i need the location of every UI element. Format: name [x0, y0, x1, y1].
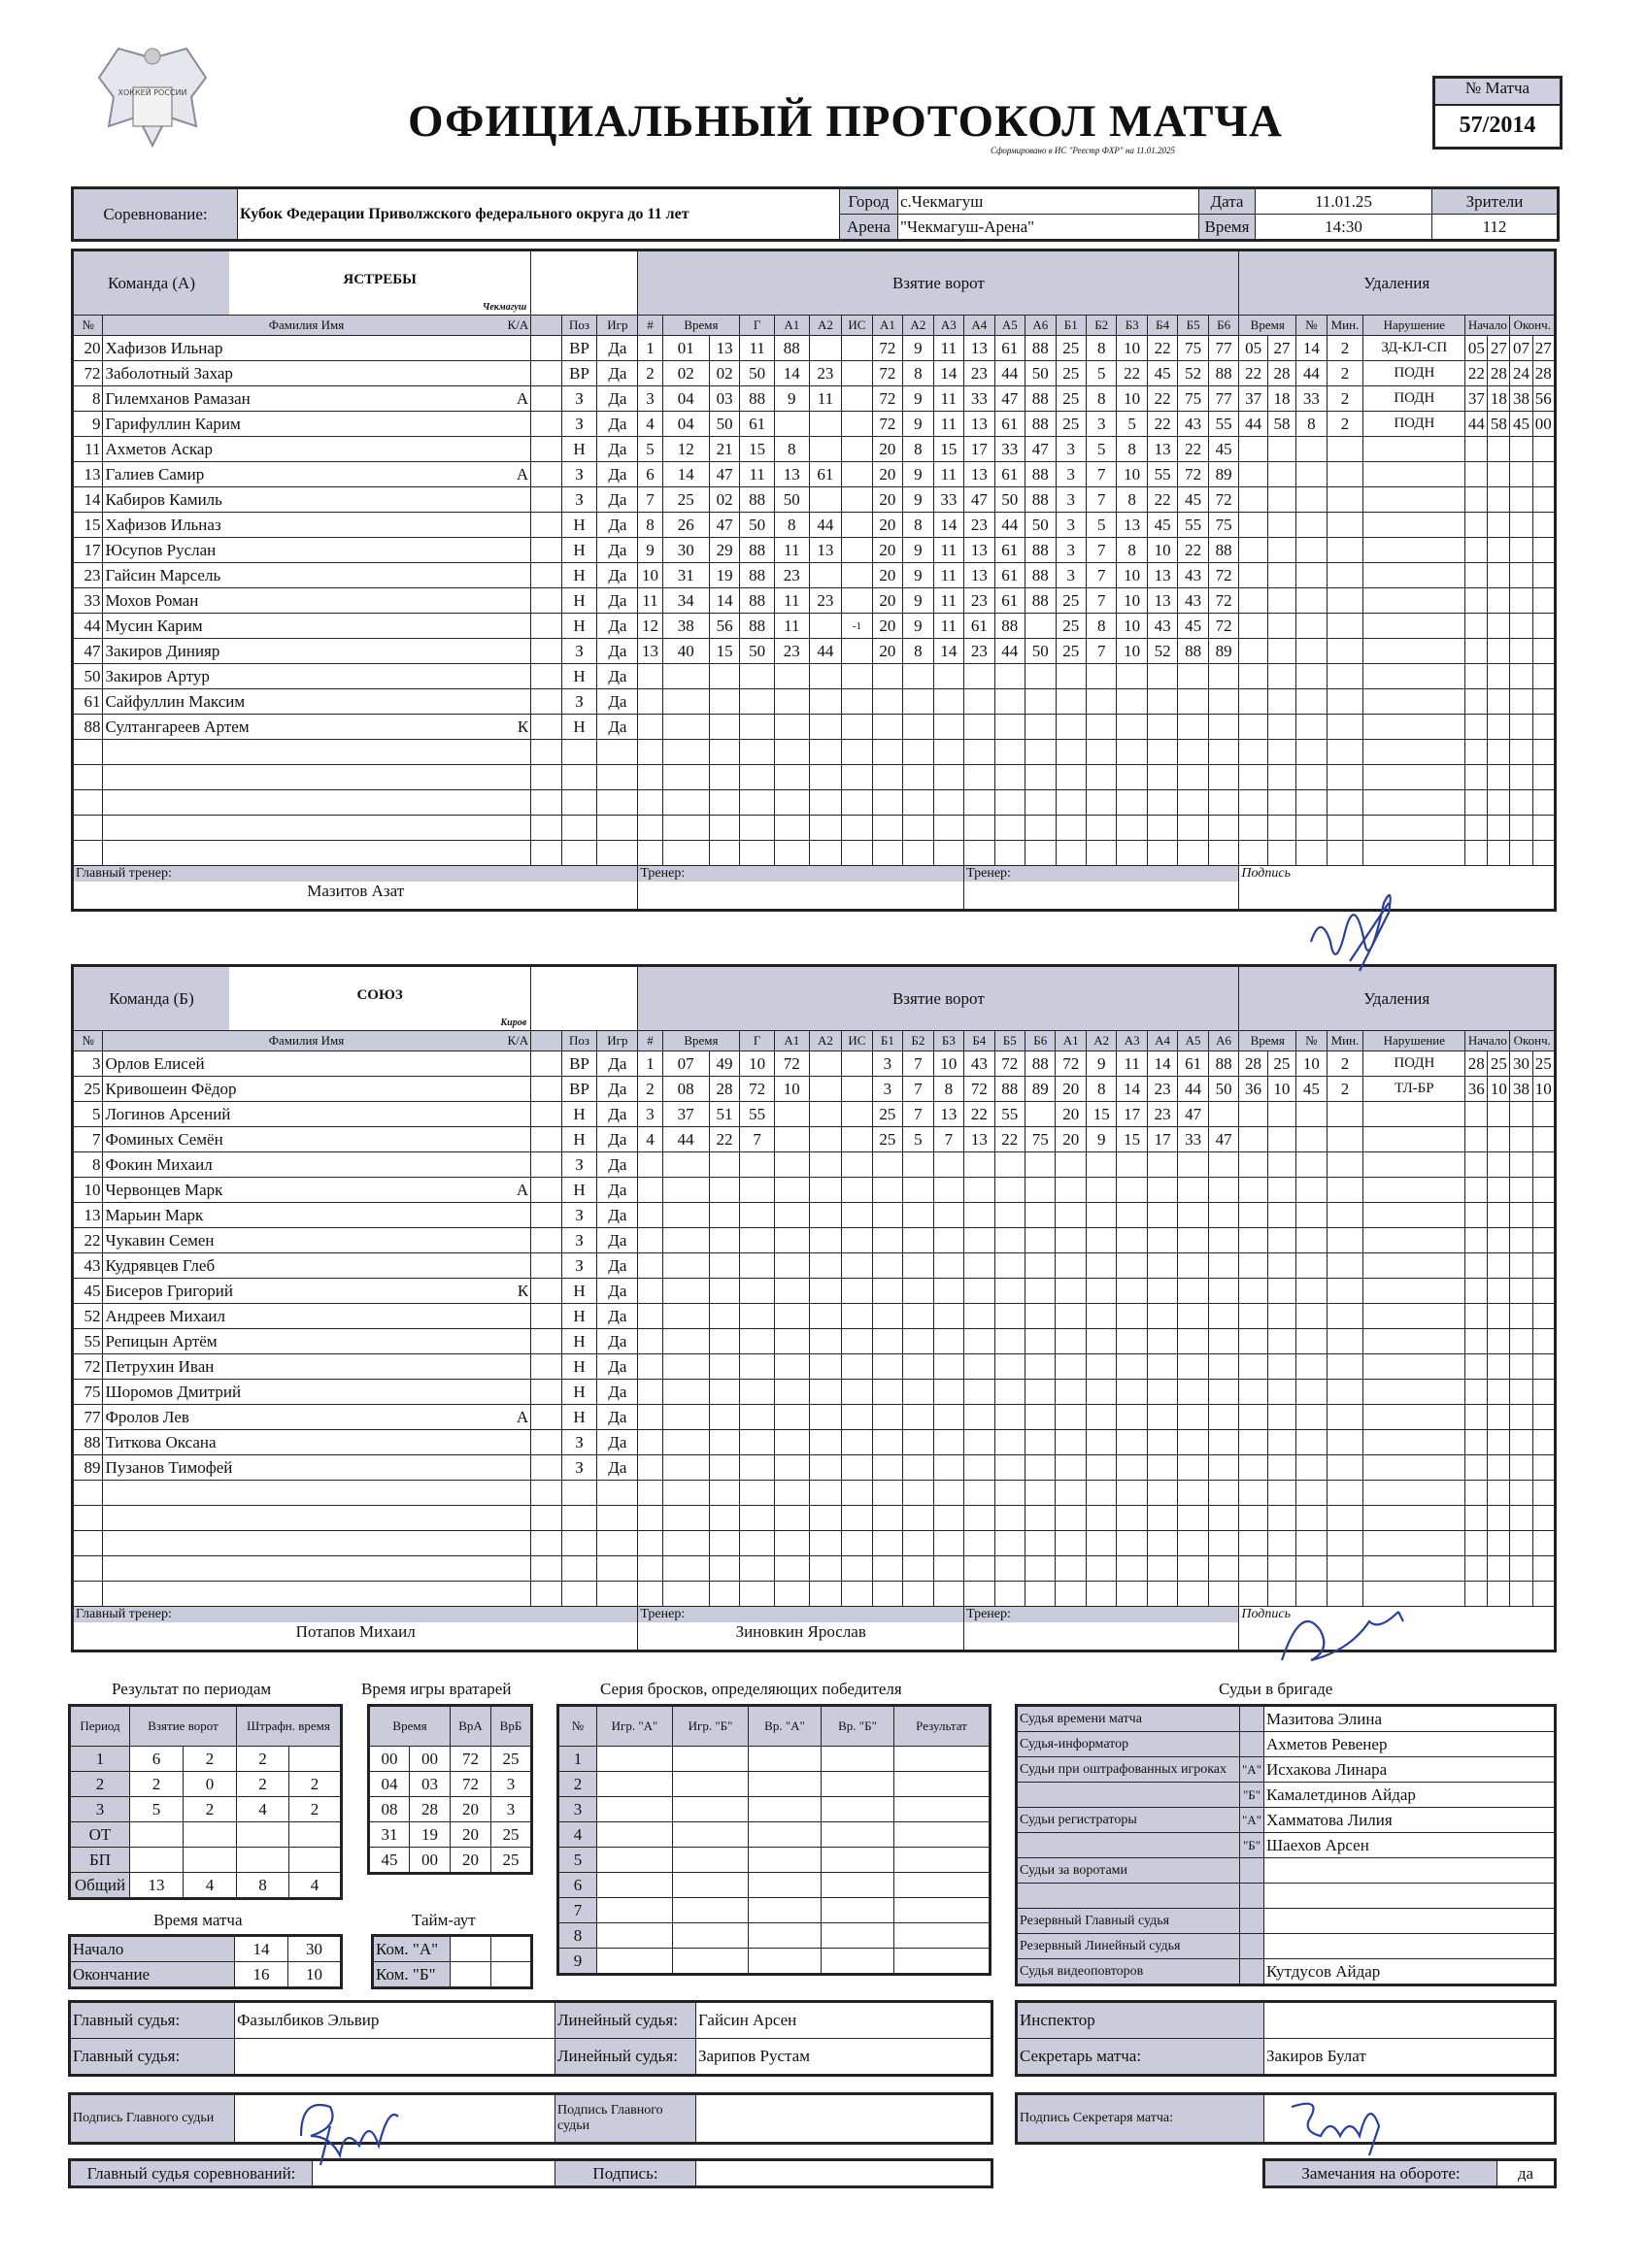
fhr-logo — [80, 39, 225, 165]
table-row — [73, 765, 1556, 790]
table-row: 10 А Червонцев Марк Н Да — [73, 1178, 1556, 1203]
inspector-table: Инспектор Секретарь матча: Закиров Булат — [1015, 2000, 1557, 2077]
table-row: 15 Хафизов Ильназ Н Да 8 26 47 50 8 44 20 8 14 23 44 50 3 5 13 45 55 75 — [73, 513, 1556, 538]
table-row: 8 Фокин Михаил З Да — [73, 1152, 1556, 1178]
table-row — [73, 1506, 1556, 1531]
periods-title: Результат по периодам — [112, 1680, 272, 1698]
table-row — [73, 1531, 1556, 1556]
table-row — [73, 841, 1556, 866]
generated-note: Сформировано в ИС "Реестр ФХР" на 11.01.2025 — [991, 146, 1175, 155]
remarks-table: Замечания на обороте: да — [1262, 2158, 1557, 2188]
goalies-title: Время игры вратарей — [361, 1680, 512, 1698]
timeout-title: Тайм-аут — [412, 1911, 476, 1929]
match-info: Соревнование: Кубок Федерации Приволжского федерального округа до 11 лет Город с.Чекмагуш Дата 11.01.25 Зрители Арена "Чекмагуш-Арена" Время 14:30 112 — [71, 186, 1560, 242]
goalies-table: Время ВрА ВрБ 00 00 72 25 04 03 72 3 08 28 20 3 31 19 20 25 45 00 20 25 — [367, 1704, 533, 1875]
timeout-table: Ком. "А" Ком. "Б" — [371, 1934, 533, 1989]
table-row: 11 Ахметов Аскар Н Да 5 12 21 15 8 20 8 15 17 33 47 3 5 8 13 22 45 — [73, 437, 1556, 462]
table-row — [73, 790, 1556, 816]
coach-a-signature — [1292, 884, 1428, 1010]
table-row: 14 Кабиров Камиль З Да 7 25 02 88 50 20 9 33 47 50 88 3 7 8 22 45 72 — [73, 487, 1556, 513]
signatures-table: Подпись Главного судьи Подпись Главного судьи — [68, 2092, 993, 2145]
table-row: 55 Репицын Артём Н Да — [73, 1329, 1556, 1354]
teamA-coach: Мазитов Азат — [307, 882, 405, 900]
table-row: 3 Орлов Елисей ВР Да 1 07 49 10 72 3 7 10 43 72 88 72 9 11 14 61 88 28 25 10 2 ПОДН 28 25 30 25 — [73, 1051, 1556, 1077]
table-row: 88 Титкова Оксана З Да — [73, 1430, 1556, 1455]
officials-table: Главный судья: Фазылбиков Эльвир Линейный судья: Гайсин Арсен Главный судья: Линейный судья: Зарипов Рустам — [68, 2000, 993, 2077]
periods-table: Период Взятие ворот Штрафн. время 1 6 2 2 2 2 0 2 2 3 5 2 4 2 ОТ БП Общий 13 4 8 4 — [68, 1704, 343, 1900]
teamA-name: ЯСТРЕБЫ — [343, 272, 417, 287]
table-row: 50 Закиров Артур Н Да — [73, 664, 1556, 689]
page-title: ОФИЦИАЛЬНЫЙ ПРОТОКОЛ МАТЧА — [408, 96, 1283, 147]
teamB-roster-table: Команда (Б) СОЮЗ Киров Взятие ворот Удаления № К/А Фамилия Имя Поз Игр # Время Г А1 А2 ИС Б1 Б2 Б3 Б4 Б5 Б6 А1 А2 А3 А4 А5 А6 Время № Мин. Нарушение Начало Оконч. 3 Орлов Елисей ВР Да 1 07 49 10 72 3 7 10 43 72 88 72 9 11 14 61 88 28 25 10 2 ПОДН 28 25 30 25 25 Кривошеин Фёдор ВР Да 2 08 28 72 10 3 7 8 72 88 89 20 8 14 23 44 50 36 10 45 2 ТЛ-БР 36 10 38 10 5 Логинов Арсений Н Да 3 37 51 55 25 7 13 22 55 20 15 17 23 47 7 Фоминых Семён Н Да 4 44 22 7 25 5 7 13 22 75 20 9 15 17 33 47 8 Фокин Михаил З Да 10 А Червонцев Марк Н Да 13 Марьин Марк З Да 22 Чукавин Семен З Да 43 Кудрявцев Глеб З Да 45 К Бисеров Григорий Н Да 52 Андреев Михаил Н Да 55 Репицын Артём Н Да 72 Петрухин Иван Н Да 75 Шоромов Дмитрий Н Да 77 А Фролов Лев Н Да 88 Титкова Оксана З Да 89 Пузанов Тимофей З Да Главный тренер: Потапов Михаил Тренер: Зиновкин Ярослав Тренер: Подпись — [71, 964, 1557, 1652]
table-row: 23 Гайсин Марсель Н Да 10 31 19 88 23 20 9 11 13 61 88 3 7 10 13 43 72 — [73, 563, 1556, 588]
match-time-title: Время матча — [153, 1911, 243, 1929]
table-row — [73, 740, 1556, 765]
coach-b-signature — [1262, 1592, 1457, 1680]
table-row: 43 Кудрявцев Глеб З Да — [73, 1253, 1556, 1279]
table-row: 8 А Гилемханов Рамазан З Да 3 04 03 88 9 11 72 9 11 33 47 88 25 8 10 22 75 77 37 18 33 2 ПОДН 37 18 38 56 — [73, 386, 1556, 412]
table-row: 5 Логинов Арсений Н Да 3 37 51 55 25 7 13 22 55 20 15 17 23 47 — [73, 1102, 1556, 1127]
team-a-section — [71, 249, 1557, 912]
svg-text:ХОККЕЙ РОССИИ: ХОККЕЙ РОССИИ — [118, 88, 187, 97]
table-row: 44 Мусин Карим Н Да 12 38 56 88 11 -1 20 9 11 61 88 25 8 10 43 45 72 — [73, 614, 1556, 639]
table-row: 7 Фоминых Семён Н Да 4 44 22 7 25 5 7 13 22 75 20 9 15 17 33 47 — [73, 1127, 1556, 1152]
table-row: 89 Пузанов Тимофей З Да — [73, 1455, 1556, 1481]
match-number: 57/2014 — [1459, 113, 1536, 138]
shootout-title: Серия бросков, определяющих победителя — [600, 1680, 902, 1698]
secretary-sign-table: Подпись Секретаря матча: — [1015, 2092, 1557, 2145]
table-row: 13 Марьин Марк З Да — [73, 1203, 1556, 1228]
table-row — [73, 816, 1556, 841]
table-row: 22 Чукавин Семен З Да — [73, 1228, 1556, 1253]
table-row — [73, 1556, 1556, 1582]
table-row: 9 Гарифуллин Карим З Да 4 04 50 61 72 9 11 13 61 88 25 3 5 22 43 55 44 58 8 2 ПОДН 44 58 45 00 — [73, 412, 1556, 437]
table-row: 33 Мохов Роман Н Да 11 34 14 88 11 23 20 9 11 23 61 88 25 7 10 13 43 72 — [73, 588, 1556, 614]
table-row: 45 К Бисеров Григорий Н Да — [73, 1279, 1556, 1304]
table-row: 25 Кривошеин Фёдор ВР Да 2 08 28 72 10 3 7 8 72 88 89 20 8 14 23 44 50 36 10 45 2 ТЛ-БР 36 10 38 10 — [73, 1077, 1556, 1102]
teamB-name: СОЮЗ — [356, 987, 403, 1003]
table-row: 61 Сайфуллин Максим З Да — [73, 689, 1556, 715]
match-number-box: № Матча 57/2014 — [1432, 76, 1563, 150]
teamB-coach: Потапов Михаил — [295, 1622, 416, 1641]
table-row: 77 А Фролов Лев Н Да — [73, 1405, 1556, 1430]
table-row: 20 Хафизов Ильнар ВР Да 1 01 13 11 88 72 9 11 13 61 88 25 8 10 22 75 77 05 27 14 2 ЗД-КЛ-СП 05 27 07 27 — [73, 336, 1556, 361]
match-time-table: Начало 14 30 Окончание 16 10 — [68, 1934, 343, 1989]
table-row: 52 Андреев Михаил Н Да — [73, 1304, 1556, 1329]
chief-judge-table: Главный судья соревнований: Подпись: — [68, 2158, 993, 2188]
team-b-section — [71, 964, 1557, 1652]
table-row: 72 Петрухин Иван Н Да — [73, 1354, 1556, 1380]
teamA-roster-table: Команда (А) ЯСТРЕБЫ Чекмагуш Взятие ворот Удаления № К/А Фамилия Имя Поз Игр # Время Г А1 А2 ИС А1 А2 А3 А4 А5 А6 Б1 Б2 Б3 Б4 Б5 Б6 Время № Мин. Нарушение Начало Оконч. 20 Хафизов Ильнар ВР Да 1 01 13 11 88 72 9 11 13 61 88 25 8 10 22 75 77 05 27 14 2 ЗД-КЛ-СП 05 27 07 27 72 Заболотный Захар ВР Да 2 02 02 50 14 23 72 8 14 23 44 50 25 5 22 45 52 88 22 28 44 2 ПОДН 22 28 24 28 8 А Гилемханов Рамазан З Да 3 04 03 88 9 11 72 9 11 33 47 88 25 8 10 22 75 77 37 18 33 2 ПОДН 37 18 38 56 9 Гарифуллин Карим З Да 4 04 50 61 72 9 11 13 61 88 25 3 5 22 43 55 44 58 8 2 ПОДН 44 58 45 00 11 Ахметов Аскар Н Да 5 12 21 15 8 20 8 15 17 33 47 3 5 8 13 22 45 13 А Галиев Самир З Да 6 14 47 11 13 61 20 9 11 13 61 88 3 7 10 55 72 89 14 Кабиров Камиль З Да 7 25 02 88 50 20 9 33 47 50 88 3 7 8 22 45 72 15 Хафизов Ильназ Н Да 8 26 47 50 8 44 20 8 14 23 44 50 3 5 13 45 55 75 17 Юсупов Руслан Н Да 9 30 29 88 11 13 20 9 11 13 61 88 3 7 8 10 22 88 23 Гайсин Марсель Н Да 10 31 19 88 23 20 9 11 13 61 88 3 7 10 13 43 72 33 Мохов Роман Н Да 11 34 14 88 11 23 20 9 11 23 61 88 25 7 10 13 43 72 44 Мусин Карим Н Да 12 38 56 88 11 -1 20 9 11 61 88 25 8 10 43 45 72 47 Закиров Динияр З Да 13 40 15 50 23 44 20 8 14 23 44 50 25 7 10 52 88 89 50 Закиров Артур Н Да 61 Сайфуллин Максим З Да 88 К Султангареев Артем Н Да Главный тренер: Мазитов Азат Тренер: Тренер: Подпись — [71, 249, 1557, 912]
secretary-signature — [1282, 2078, 1418, 2155]
shootout-table: № Игр. "А" Игр. "Б" Вр. "А" Вр. "Б" Результат 1 2 3 4 5 6 7 8 9 — [556, 1704, 992, 1976]
referees-table: Судья времени матча Мазитова Элина Судья-информатор Ахметов Ревенер Судьи при оштрафованных игроках "А" Исхакова Линара "Б" Камалетдинов Айдар Судьи регистраторы "А" Хамматова Лилия "Б" Шаехов Арсен Судьи за воротами Резервный Главный судья Резервный Линейный судья Судья видеоповторов Кутдусов Айдар — [1015, 1704, 1557, 1986]
table-row — [73, 1481, 1556, 1506]
main-judge-signature — [282, 2078, 427, 2170]
table-row: 88 К Султангареев Артем Н Да — [73, 715, 1556, 740]
table-row: 72 Заболотный Захар ВР Да 2 02 02 50 14 23 72 8 14 23 44 50 25 5 22 45 52 88 22 28 44 2 ПОДН 22 28 24 28 — [73, 361, 1556, 386]
refs-title: Судьи в бригаде — [1219, 1680, 1333, 1698]
table-row: 75 Шоромов Дмитрий Н Да — [73, 1380, 1556, 1405]
table-row: 47 Закиров Динияр З Да 13 40 15 50 23 44 20 8 14 23 44 50 25 7 10 52 88 89 — [73, 639, 1556, 664]
table-row: 17 Юсупов Руслан Н Да 9 30 29 88 11 13 20 9 11 13 61 88 3 7 8 10 22 88 — [73, 538, 1556, 563]
table-row: 13 А Галиев Самир З Да 6 14 47 11 13 61 20 9 11 13 61 88 3 7 10 55 72 89 — [73, 462, 1556, 487]
